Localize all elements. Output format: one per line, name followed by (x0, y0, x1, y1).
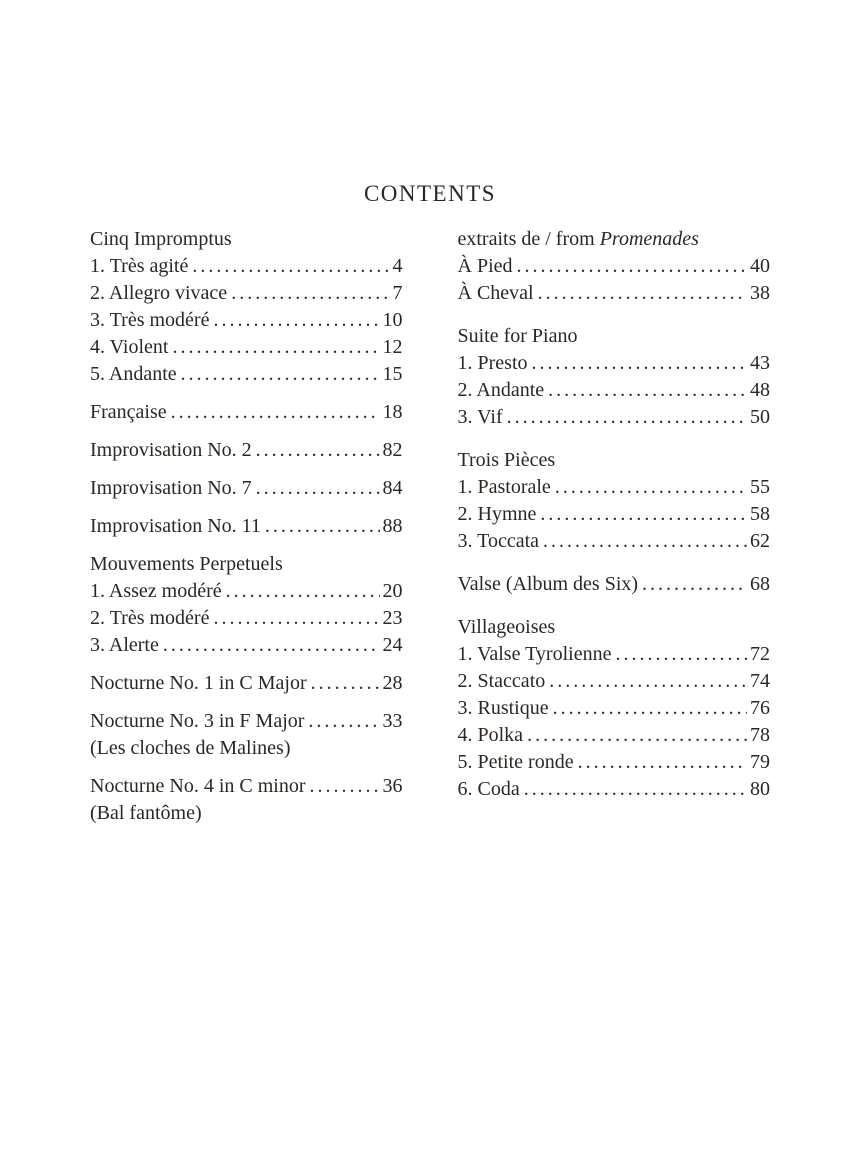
toc-group (458, 226, 771, 307)
toc-entry-label: 1. Pastorale (457, 476, 551, 498)
toc-group-heading (458, 226, 771, 253)
toc-entry (90, 632, 403, 659)
toc-entry-label: 3. Alerte (90, 634, 159, 656)
toc-entry-page: 33 (382, 710, 403, 732)
toc-group (90, 437, 403, 464)
toc-group (90, 399, 403, 426)
toc-entry-page: 48 (750, 379, 770, 401)
toc-entry-label: Française (90, 401, 167, 423)
toc-entry-page: 7 (392, 282, 403, 304)
dot-leader (265, 513, 380, 540)
toc-entry (458, 571, 771, 598)
toc-entry-label: 6. Coda (457, 778, 520, 800)
toc-group-heading (90, 226, 403, 253)
dot-leader (213, 605, 379, 632)
toc-entry-label: 3. Très modéré (90, 309, 210, 331)
toc-group (458, 571, 771, 598)
toc-entry-label: 1. Presto (457, 352, 528, 374)
toc-group-heading-text: Trois Pièces (457, 449, 556, 471)
toc-entry-label: Valse (Album des Six) (457, 573, 639, 595)
toc-entry-subtitle: (Les cloches de Malines) (90, 737, 291, 759)
dot-leader (163, 632, 380, 659)
dot-leader (548, 377, 747, 404)
dot-leader (311, 670, 380, 697)
toc-entry (90, 334, 403, 361)
toc-group (90, 513, 403, 540)
dot-leader (555, 474, 747, 501)
dot-leader (538, 280, 747, 307)
toc-entry-label: 1. Très agité (90, 255, 189, 277)
toc-entry-label: 2. Staccato (457, 670, 546, 692)
toc-entry (458, 350, 771, 377)
toc-entry-label: À Cheval (457, 282, 534, 304)
toc-entry-page: 55 (750, 476, 770, 498)
toc-columns (90, 226, 770, 838)
dot-leader (231, 280, 389, 307)
toc-entry-label: 5. Andante (90, 363, 177, 385)
toc-entry-page: 88 (382, 515, 403, 537)
toc-group-heading (90, 551, 403, 578)
dot-leader (226, 578, 380, 605)
toc-group-heading (458, 447, 771, 474)
toc-column-right (458, 226, 771, 838)
toc-group (90, 670, 403, 697)
toc-entry (90, 578, 403, 605)
toc-entry (458, 280, 771, 307)
toc-entry (90, 513, 403, 540)
dot-leader (517, 253, 748, 280)
toc-entry (90, 307, 403, 334)
toc-entry (90, 437, 403, 464)
toc-entry-page: 24 (382, 634, 403, 656)
toc-group (458, 323, 771, 431)
toc-group-heading-italic: Promenades (599, 228, 699, 250)
toc-entry-page: 4 (392, 255, 403, 277)
toc-entry-label: Improvisation No. 2 (90, 439, 252, 461)
dot-leader (532, 350, 748, 377)
toc-group-heading-text: Suite for Piano (457, 325, 578, 347)
toc-group-heading-text: Villageoises (457, 616, 556, 638)
toc-group-heading (458, 323, 771, 350)
toc-entry (90, 475, 403, 502)
toc-entry-page: 74 (750, 670, 770, 692)
dot-leader (256, 437, 380, 464)
toc-entry (458, 749, 771, 776)
toc-entry-subtitle: (Bal fantôme) (90, 802, 202, 824)
toc-entry (458, 641, 771, 668)
dot-leader (524, 776, 747, 803)
toc-entry-label: À Pied (457, 255, 513, 277)
toc-group (90, 551, 403, 659)
toc-entry-page: 80 (750, 778, 770, 800)
toc-entry-page: 72 (750, 643, 770, 665)
toc-group (458, 447, 771, 555)
toc-entry-page: 79 (750, 751, 770, 773)
toc-entry-label: 5. Petite ronde (457, 751, 574, 773)
toc-entry-label: 2. Hymne (457, 503, 537, 525)
dot-leader (213, 307, 379, 334)
toc-entry (90, 253, 403, 280)
toc-entry (458, 776, 771, 803)
dot-leader (192, 253, 389, 280)
dot-leader (256, 475, 380, 502)
toc-column-left (90, 226, 403, 838)
toc-entry-page: 36 (382, 775, 403, 797)
dot-leader (507, 404, 747, 431)
toc-entry-page: 50 (750, 406, 770, 428)
toc-entry-label: Nocturne No. 3 in F Major (90, 710, 305, 732)
toc-entry-page: 68 (750, 573, 770, 595)
toc-entry (90, 708, 403, 735)
toc-group (90, 708, 403, 762)
dot-leader (553, 695, 747, 722)
dot-leader (642, 571, 747, 598)
toc-group (90, 226, 403, 388)
toc-entry-page: 58 (750, 503, 770, 525)
dot-leader (540, 501, 747, 528)
toc-entry (458, 404, 771, 431)
dot-leader (171, 399, 380, 426)
toc-entry-page: 78 (750, 724, 770, 746)
toc-group-heading-text: Cinq Impromptus (90, 228, 232, 250)
dot-leader (543, 528, 747, 555)
toc-entry-page: 43 (750, 352, 770, 374)
toc-entry-page: 20 (382, 580, 403, 602)
toc-entry (90, 773, 403, 800)
toc-entry-page: 10 (382, 309, 403, 331)
dot-leader (527, 722, 747, 749)
toc-entry-page: 76 (750, 697, 770, 719)
toc-entry-label: 2. Très modéré (90, 607, 210, 629)
toc-entry (458, 722, 771, 749)
dot-leader (181, 361, 380, 388)
toc-entry-page: 40 (750, 255, 770, 277)
toc-entry-label: 1. Valse Tyrolienne (457, 643, 612, 665)
toc-group-heading-text: extraits de / from (457, 228, 600, 250)
toc-entry (90, 280, 403, 307)
toc-entry-label: 3. Toccata (457, 530, 540, 552)
toc-entry-label: 2. Andante (457, 379, 545, 401)
toc-entry (458, 501, 771, 528)
toc-entry-label: 4. Violent (90, 336, 169, 358)
toc-entry (458, 474, 771, 501)
toc-entry (458, 377, 771, 404)
dot-leader (310, 773, 380, 800)
toc-entry-label: Nocturne No. 1 in C Major (90, 672, 307, 694)
toc-entry-page: 82 (382, 439, 403, 461)
toc-entry-page: 28 (382, 672, 403, 694)
page-title: CONTENTS (363, 181, 497, 206)
toc-group-heading-text: Mouvements Perpetuels (90, 553, 283, 575)
toc-entry (90, 361, 403, 388)
toc-entry-page: 12 (382, 336, 403, 358)
toc-entry-page: 62 (750, 530, 770, 552)
toc-group (458, 614, 771, 803)
toc-entry (458, 668, 771, 695)
toc-entry (458, 695, 771, 722)
toc-entry-label: Nocturne No. 4 in C minor (90, 775, 306, 797)
toc-entry (90, 605, 403, 632)
toc-entry-label: 3. Vif (457, 406, 503, 428)
dot-leader (578, 749, 747, 776)
dot-leader (615, 641, 747, 668)
toc-entry (90, 670, 403, 697)
toc-entry-label: 2. Allegro vivace (90, 282, 228, 304)
toc-group-heading (458, 614, 771, 641)
toc-entry-page: 15 (382, 363, 403, 385)
toc-group (90, 475, 403, 502)
toc-entry (90, 399, 403, 426)
toc-entry-page: 23 (382, 607, 403, 629)
toc-entry-label: 3. Rustique (457, 697, 549, 719)
toc-entry-label: Improvisation No. 7 (90, 477, 252, 499)
toc-entry-label: 1. Assez modéré (90, 580, 222, 602)
dot-leader (549, 668, 747, 695)
dot-leader (308, 708, 379, 735)
toc-entry-page: 18 (382, 401, 403, 423)
toc-entry-label: Improvisation No. 11 (90, 515, 261, 537)
toc-entry (458, 528, 771, 555)
toc-entry (458, 253, 771, 280)
toc-entry-page: 84 (382, 477, 403, 499)
dot-leader (172, 334, 379, 361)
toc-group (90, 773, 403, 827)
toc-entry-page: 38 (750, 282, 770, 304)
toc-entry-label: 4. Polka (457, 724, 524, 746)
